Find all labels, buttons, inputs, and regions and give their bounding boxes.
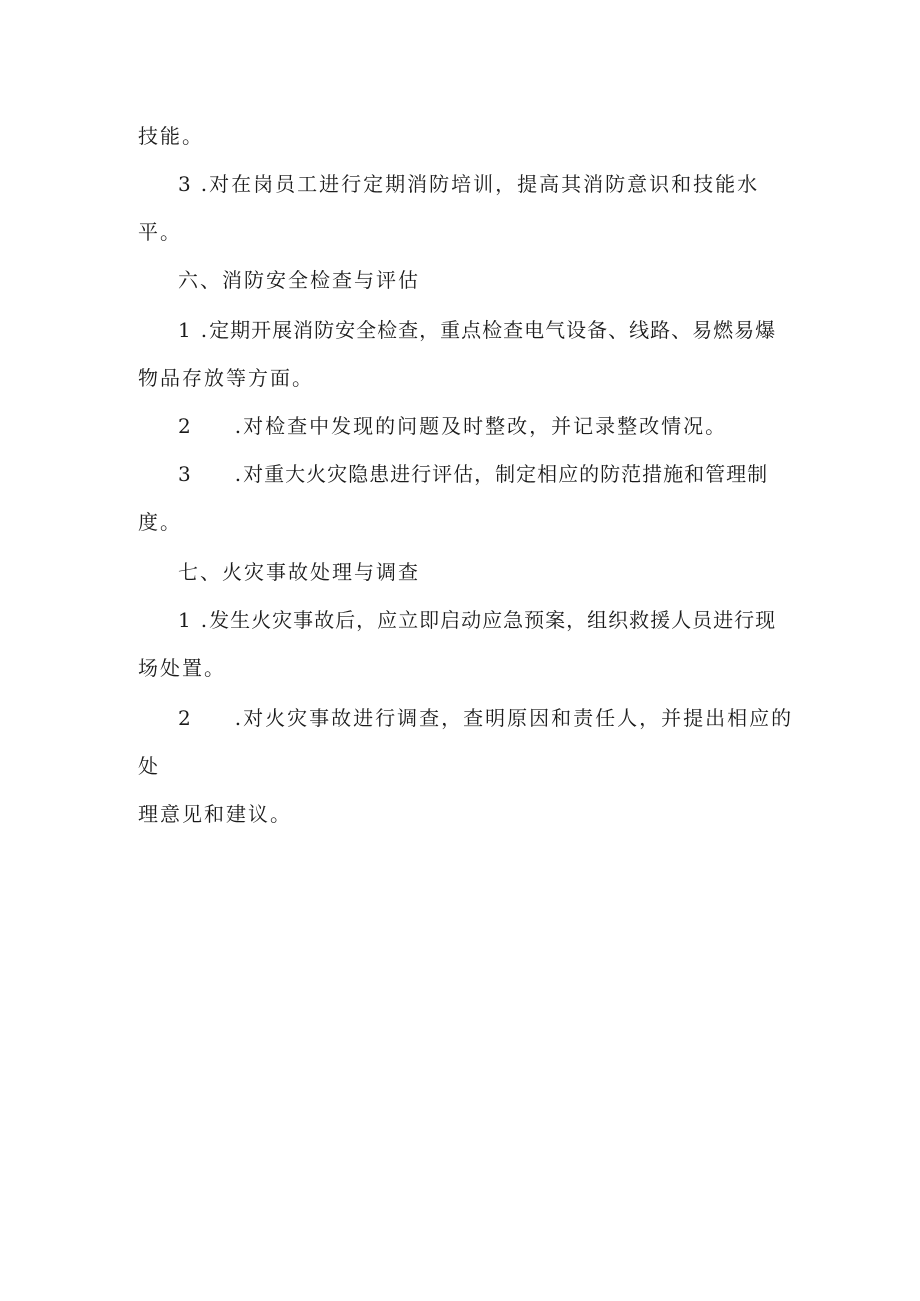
line-text: 处 bbox=[138, 754, 160, 778]
section-title: 六、消防安全检查与评估 bbox=[178, 268, 420, 292]
list-dot: . bbox=[200, 318, 210, 342]
list-dot: . bbox=[234, 462, 244, 486]
list-dot: . bbox=[234, 706, 244, 730]
paragraph-line bbox=[138, 364, 314, 392]
line-text: 场处置。 bbox=[138, 656, 226, 680]
line-text: 定期开展消防安全检查，重点检查电气设备、线路、易燃易爆 bbox=[209, 318, 777, 342]
section-heading-6 bbox=[178, 266, 420, 294]
line-text: 平。 bbox=[138, 220, 182, 244]
paragraph-line bbox=[138, 752, 160, 780]
line-text: 发生火灾事故后，应立即启动应急预案，组织救援人员进行现 bbox=[209, 608, 777, 632]
list-number: 1 bbox=[178, 608, 193, 632]
paragraph-line bbox=[138, 800, 292, 828]
list-dot: . bbox=[200, 608, 210, 632]
line-text: 物品存放等方面。 bbox=[138, 366, 314, 390]
list-item-2-rectification bbox=[178, 412, 727, 440]
line-text: 理意见和建议。 bbox=[138, 802, 292, 826]
list-number: 1 bbox=[178, 318, 193, 342]
line-text: 度。 bbox=[138, 510, 182, 534]
line-text: 对检查中发现的问题及时整改，并记录整改情况。 bbox=[243, 414, 728, 438]
list-number: 3 bbox=[178, 172, 193, 196]
list-number: 2 bbox=[178, 706, 193, 730]
paragraph-line bbox=[138, 508, 182, 536]
line-text: 技能。 bbox=[138, 124, 204, 148]
paragraph-line bbox=[138, 122, 204, 150]
list-item-1-inspection bbox=[178, 316, 776, 344]
section-heading-7 bbox=[178, 558, 420, 586]
list-number: 3 bbox=[178, 462, 193, 486]
line-text: 对重大火灾隐患进行评估，制定相应的防范措施和管理制 bbox=[243, 462, 769, 486]
line-text: 对火灾事故进行调查，查明原因和责任人，并提出相应的 bbox=[243, 706, 794, 730]
paragraph-line bbox=[138, 218, 182, 246]
list-item-3-training bbox=[178, 170, 759, 198]
section-title: 七、火灾事故处理与调查 bbox=[178, 560, 420, 584]
list-dot: . bbox=[234, 414, 244, 438]
list-item-3-evaluation bbox=[178, 460, 768, 488]
list-dot: . bbox=[200, 172, 210, 196]
paragraph-line bbox=[138, 654, 226, 682]
line-text: 对在岗员工进行定期消防培训，提高其消防意识和技能水 bbox=[209, 172, 760, 196]
list-item-1-emergency bbox=[178, 606, 776, 634]
list-number: 2 bbox=[178, 414, 193, 438]
list-item-2-investigation bbox=[178, 704, 793, 732]
